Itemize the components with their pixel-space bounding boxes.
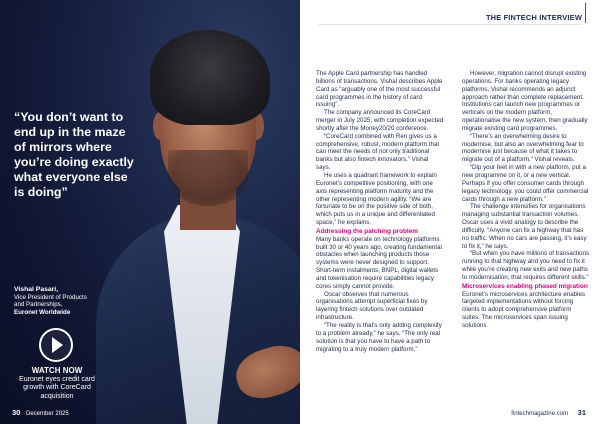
header-accent-bar bbox=[585, 3, 587, 23]
attribution-title-line2: and Partnerships, bbox=[14, 301, 63, 309]
footer-right bbox=[511, 408, 586, 417]
play-triangle bbox=[52, 337, 63, 353]
portrait-beard bbox=[168, 150, 248, 206]
body-paragraph: “The reality is that’s only adding complexity to a problem already,” he says. “The only real solution is that you have to have a path to migrating to a truly modern platform.” bbox=[316, 322, 442, 353]
right-page-article bbox=[300, 0, 600, 424]
video-caption[interactable]: Euronet eyes credit card growth with CoreCard acquisition bbox=[19, 376, 95, 400]
issue-date: December 2025 bbox=[26, 411, 69, 417]
body-paragraph: He uses a quadrant framework to explain Euronet’s competitive positioning, with one axis representing platform maturity and the other representing modern agility. “We are fortunate to be on the positive side of both, which puts us in a unique and differentiated space,” he explains. bbox=[316, 171, 437, 227]
body-paragraph: Euronet’s microservices architecture enables targeted implementations without forcing clients to adopt comprehensive platform suites. The microservices span issuing solutions bbox=[462, 290, 586, 329]
site-url[interactable]: fintechmagazine.com bbox=[511, 411, 568, 417]
page-number-right: 31 bbox=[577, 408, 586, 417]
watch-now-link[interactable]: WATCH NOW bbox=[31, 366, 83, 375]
portrait-hair bbox=[150, 30, 270, 125]
pull-quote: “You don’t want to end up in the maze of mirrors where you’re doing exactly what everyone else is doing” bbox=[14, 110, 134, 199]
body-paragraph: “CoreCard combined with Ren gives us a comprehensive, robust, modern platform that can meet the needs of not only traditional banks but also fintech innovators,” Vishal says. bbox=[316, 132, 440, 172]
footer-left bbox=[12, 408, 69, 417]
quote-attribution bbox=[14, 286, 144, 316]
article-column-1 bbox=[316, 70, 444, 353]
attribution-company: Euronet Worldwide bbox=[14, 308, 71, 316]
body-paragraph: However, migration cannot disrupt existing operations. For banks operating legacy platforms, Vishal recommends an adjunct approach rather than complete replacement. Institutions can launch new programmes or verticals on the modern platform, operationalise the new system, then gradually migrate existing card programmes. bbox=[462, 70, 588, 132]
subheading: Microservices enabling phased migration bbox=[462, 282, 588, 290]
section-header: THE FINTECH INTERVIEW bbox=[485, 13, 582, 22]
body-paragraph: The Apple Card partnership has handled billions of transactions. Vishal describes Apple Card as “arguably one of the most successful card programmes in the history of card issuing”. bbox=[316, 70, 443, 109]
article-column-2 bbox=[462, 70, 590, 330]
body-paragraph: “But when you have millions of transactions running to that highway and you need to fix it while you’re creating new exits and new paths to modernisation, that requires different skills.” bbox=[462, 250, 589, 281]
header-divider bbox=[318, 24, 582, 25]
attribution-title-line1: Vice President of Products bbox=[14, 293, 87, 301]
body-paragraph: The company announced its CoreCard merger in July 2025, with completion expected shortly after the Money20/20 conference. bbox=[316, 109, 444, 132]
body-paragraph: The challenge intensifies for organisations managing substantial transaction volumes. Oscar uses a vivid analogy to describe the difficulty. “Anyone can fix a highway that has no traffic. When no cars are passing, it’s easy to fix it,” he says. bbox=[462, 203, 587, 250]
body-paragraph: Many banks operate on technology platforms built 30 or 40 years ago, creating fundamental obstacles when launching products those systems were never designed to support. Short-term instalments, BNPL, digital wallets and tokenisation require capabilities legacy cores simply cannot provide. bbox=[316, 235, 442, 290]
page-number-left: 30 bbox=[12, 408, 21, 417]
subheading: Addressing the patching problem bbox=[316, 227, 418, 235]
attribution-name: Vishal Pasari, bbox=[14, 286, 59, 293]
body-paragraph: “There’s an overwhelming desire to modernise, but also an overwhelming fear to modernise just because of what it takes to migrate out of a platform,” Vishal reveals. bbox=[462, 132, 584, 164]
body-paragraph: Oscar observes that numerous organisations attempt superficial fixes by layering fintech solutions over outdated infrastructure. bbox=[316, 290, 428, 322]
body-paragraph: “Dip your feet in with a new platform, put a new programme on it, or a new vertical. Perhaps if you offer consumer cards through legacy technology, you could offer commercial cards through a new platform.” bbox=[462, 164, 589, 203]
play-icon[interactable] bbox=[39, 328, 73, 362]
